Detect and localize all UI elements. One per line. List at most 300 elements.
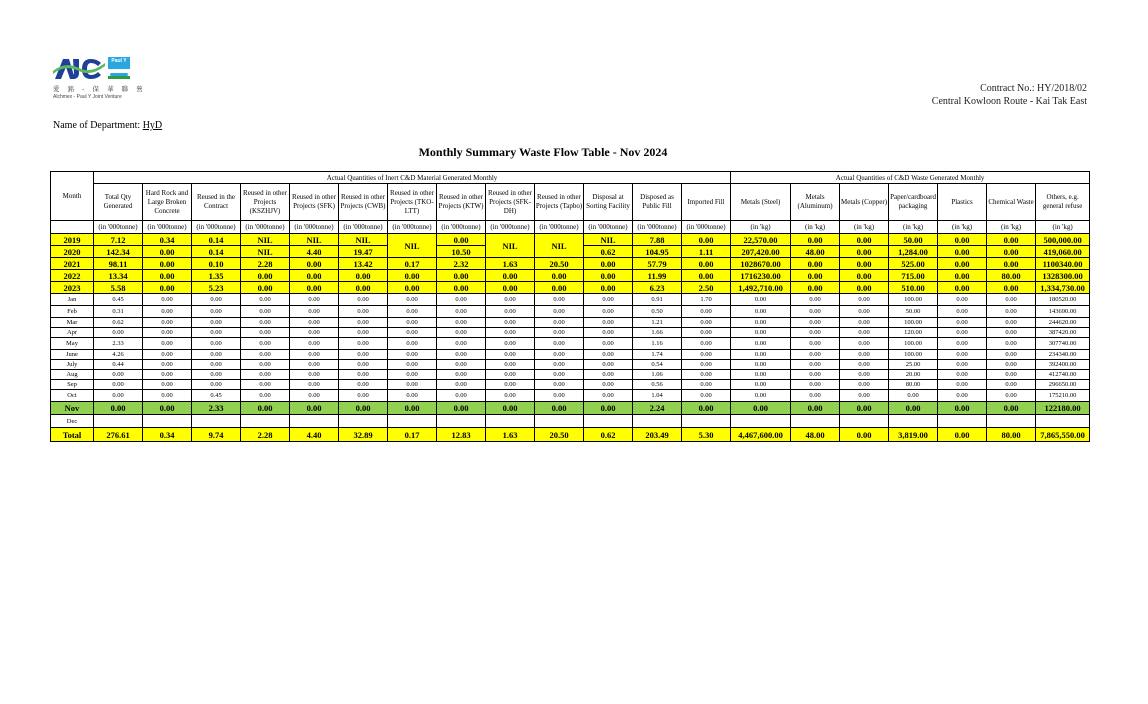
month-row-mar xyxy=(51,318,1090,328)
cell-value: 0.00 xyxy=(143,390,192,402)
cell-value: 0.00 xyxy=(339,338,388,350)
cell-value: 0.14 xyxy=(192,246,241,258)
year-row-2021 xyxy=(51,258,1090,270)
cell-value: 0.00 xyxy=(791,370,840,380)
row-label: Mar xyxy=(51,318,94,328)
cell-value: 0.00 xyxy=(535,282,584,294)
column-header: Reused in other Projects (KSZHJV) xyxy=(241,184,290,221)
cell-value: 5.23 xyxy=(192,282,241,294)
unit-label: (in 'kg) xyxy=(987,221,1036,234)
cell-value: 32.89 xyxy=(339,428,388,442)
cell-value: 0.00 xyxy=(987,246,1036,258)
cell-value: 0.00 xyxy=(486,318,535,328)
cell-value: 1328300.00 xyxy=(1036,270,1090,282)
cell-value xyxy=(938,415,987,428)
cell-value: 0.00 xyxy=(840,360,889,370)
cell-value: 0.00 xyxy=(791,338,840,350)
row-label: Oct xyxy=(51,390,94,402)
unit-label: (in '000tonne) xyxy=(633,221,682,234)
cell-value: 0.00 xyxy=(94,380,143,390)
cell-value: 0.00 xyxy=(486,338,535,350)
cell-value: 5.30 xyxy=(682,428,731,442)
cell-value: 0.00 xyxy=(938,234,987,246)
cell-value: 1100340.00 xyxy=(1036,258,1090,270)
cell-value: 143690.00 xyxy=(1036,306,1090,318)
cell-value: 0.00 xyxy=(388,390,437,402)
cell-value: 0.00 xyxy=(731,306,791,318)
cell-value: 0.00 xyxy=(388,338,437,350)
cell-value: 0.00 xyxy=(486,282,535,294)
unit-row xyxy=(51,221,1090,234)
cell-value: 0.00 xyxy=(791,380,840,390)
unit-label: (in 'kg) xyxy=(889,221,938,234)
cell-value: 0.00 xyxy=(388,360,437,370)
cell-value: 0.00 xyxy=(987,350,1036,360)
contract-number: Contract No.: HY/2018/02 xyxy=(980,83,1087,94)
cell-value: 0.00 xyxy=(840,318,889,328)
cell-value: 0.00 xyxy=(987,294,1036,306)
cell-value: 0.00 xyxy=(889,402,938,415)
cell-value: 0.00 xyxy=(437,306,486,318)
column-header: Chemical Waste xyxy=(987,184,1036,221)
cell-value: 1.63 xyxy=(486,428,535,442)
cell-value: 0.00 xyxy=(791,258,840,270)
cell-value: 0.00 xyxy=(290,306,339,318)
cell-value xyxy=(192,415,241,428)
cell-value xyxy=(987,415,1036,428)
cell-value: 0.00 xyxy=(682,380,731,390)
cell-value: 0.00 xyxy=(791,390,840,402)
cell-value: 13.42 xyxy=(339,258,388,270)
cell-value: 0.00 xyxy=(535,350,584,360)
cell-value: 0.00 xyxy=(290,370,339,380)
cell-value: 0.00 xyxy=(584,282,633,294)
cell-value: 1.06 xyxy=(633,370,682,380)
cell-value: 0.00 xyxy=(987,360,1036,370)
year-row-2023 xyxy=(51,282,1090,294)
row-label: Aug xyxy=(51,370,94,380)
cell-value: 0.00 xyxy=(290,360,339,370)
month-row-sep xyxy=(51,380,1090,390)
cell-value: 0.00 xyxy=(535,338,584,350)
cell-value: 0.00 xyxy=(437,338,486,350)
cell-value: 0.00 xyxy=(584,270,633,282)
cell-value: 0.00 xyxy=(938,402,987,415)
cell-value: 1.74 xyxy=(633,350,682,360)
unit-label: (in 'kg) xyxy=(791,221,840,234)
cell-value: 0.00 xyxy=(535,294,584,306)
cell-value: 0.00 xyxy=(290,350,339,360)
cell-value: 0.00 xyxy=(241,370,290,380)
cell-value: 0.00 xyxy=(938,350,987,360)
cell-value xyxy=(633,415,682,428)
column-header: Imported Fill xyxy=(682,184,731,221)
logo-chinese-name: 愛 銘 - 保 華 聯 營 xyxy=(53,85,146,93)
cell-value: 0.00 xyxy=(143,270,192,282)
cell-value: 0.00 xyxy=(486,390,535,402)
row-label: May xyxy=(51,338,94,350)
cell-value: 0.00 xyxy=(192,370,241,380)
cell-value: 0.00 xyxy=(791,360,840,370)
cell-value: 0.00 xyxy=(339,294,388,306)
cell-value: 0.31 xyxy=(94,306,143,318)
cell-value: 0.00 xyxy=(290,258,339,270)
cell-value: 57.79 xyxy=(633,258,682,270)
cell-value: 0.00 xyxy=(584,294,633,306)
cell-value: 0.00 xyxy=(938,246,987,258)
cell-value: 0.00 xyxy=(339,350,388,360)
cell-value: 0.00 xyxy=(339,306,388,318)
cell-value: 0.00 xyxy=(339,402,388,415)
row-label: 2022 xyxy=(51,270,94,282)
cell-value: 0.00 xyxy=(437,360,486,370)
cell-value: 296650.00 xyxy=(1036,380,1090,390)
cell-value: 0.00 xyxy=(486,402,535,415)
cell-value: 0.00 xyxy=(94,328,143,338)
unit-label: (in '000tonne) xyxy=(143,221,192,234)
cell-value: 80.00 xyxy=(889,380,938,390)
cell-value: 0.54 xyxy=(633,360,682,370)
cell-value: 9.74 xyxy=(192,428,241,442)
cell-value: 0.00 xyxy=(840,282,889,294)
cell-value: 0.00 xyxy=(938,380,987,390)
unit-label: (in 'kg) xyxy=(840,221,889,234)
cell-value: 0.00 xyxy=(437,270,486,282)
cell-value: 0.00 xyxy=(791,350,840,360)
cell-value: 80.00 xyxy=(987,270,1036,282)
total-row xyxy=(51,428,1090,442)
unit-label: (in '000tonne) xyxy=(339,221,388,234)
department-line xyxy=(53,120,162,131)
cell-value: 0.00 xyxy=(143,306,192,318)
cell-value: 1,334,730.00 xyxy=(1036,282,1090,294)
cell-value: 0.00 xyxy=(437,402,486,415)
cell-value: 12.83 xyxy=(437,428,486,442)
cell-value: 175210.00 xyxy=(1036,390,1090,402)
cell-value: 0.00 xyxy=(388,294,437,306)
cell-value: 0.00 xyxy=(938,282,987,294)
cell-value: 0.00 xyxy=(143,318,192,328)
cell-value: 0.00 xyxy=(241,380,290,390)
cell-value: 122180.00 xyxy=(1036,402,1090,415)
cell-value: 0.14 xyxy=(192,234,241,246)
cell-value: 0.00 xyxy=(584,338,633,350)
merged-nil-cell: NIL xyxy=(486,234,535,258)
cell-value: 0.00 xyxy=(192,328,241,338)
waste-flow-table xyxy=(50,171,1090,442)
cell-value: 7,865,550.00 xyxy=(1036,428,1090,442)
cell-value: 1,284.00 xyxy=(889,246,938,258)
cell-value: 0.00 xyxy=(143,338,192,350)
cell-value: 11.99 xyxy=(633,270,682,282)
year-row-2022 xyxy=(51,270,1090,282)
cell-value: 0.00 xyxy=(938,294,987,306)
cell-value: 0.00 xyxy=(143,258,192,270)
cell-value: 0.00 xyxy=(241,390,290,402)
row-label: 2021 xyxy=(51,258,94,270)
cell-value: 1.35 xyxy=(192,270,241,282)
unit-label: (in 'kg) xyxy=(1036,221,1090,234)
cell-value: 0.00 xyxy=(535,402,584,415)
paul-y-logo-icon: Paul Y xyxy=(108,57,130,79)
cell-value: 0.00 xyxy=(486,380,535,390)
ajc-logo-icon xyxy=(53,55,105,81)
group-header-row xyxy=(51,172,1090,184)
cell-value: 7.12 xyxy=(94,234,143,246)
cell-value: 142.34 xyxy=(94,246,143,258)
cell-value: 0.00 xyxy=(486,370,535,380)
column-header: Reused in other Projects (SFK) xyxy=(290,184,339,221)
company-logo xyxy=(53,55,146,103)
row-label: 2023 xyxy=(51,282,94,294)
cell-value: 0.00 xyxy=(339,270,388,282)
cell-value: 10.50 xyxy=(437,246,486,258)
cell-value: 0.00 xyxy=(486,270,535,282)
cell-value: 0.00 xyxy=(241,294,290,306)
column-header: Reused in other Projects (Tapbo) xyxy=(535,184,584,221)
cell-value: 0.00 xyxy=(437,380,486,390)
row-label: Jan xyxy=(51,294,94,306)
row-label: July xyxy=(51,360,94,370)
column-header: Plastics xyxy=(938,184,987,221)
cell-value: 0.00 xyxy=(840,234,889,246)
cell-value xyxy=(486,415,535,428)
cell-value: 3,819.00 xyxy=(889,428,938,442)
cell-value xyxy=(889,415,938,428)
cell-value: 0.00 xyxy=(241,328,290,338)
cell-value: 0.00 xyxy=(388,282,437,294)
cell-value: 244620.00 xyxy=(1036,318,1090,328)
month-row-july xyxy=(51,360,1090,370)
cell-value: 0.00 xyxy=(192,318,241,328)
cell-value: 120.00 xyxy=(889,328,938,338)
cell-value: 0.00 xyxy=(486,350,535,360)
month-row-dec xyxy=(51,415,1090,428)
unit-label: (in 'kg) xyxy=(938,221,987,234)
cell-value: 0.00 xyxy=(143,328,192,338)
cell-value: 1.11 xyxy=(682,246,731,258)
year-row-2019 xyxy=(51,234,1090,246)
cell-value: NIL xyxy=(339,234,388,246)
cell-value: 0.00 xyxy=(682,318,731,328)
cell-value: 100.00 xyxy=(889,350,938,360)
cell-value: 0.00 xyxy=(938,306,987,318)
cell-value: 0.00 xyxy=(535,370,584,380)
cd-waste-group-header: Actual Quantities of C&D Waste Generated Monthly xyxy=(731,172,1090,184)
unit-label: (in '000tonne) xyxy=(241,221,290,234)
cell-value xyxy=(731,415,791,428)
contract-info xyxy=(932,82,1087,108)
cell-value: 0.00 xyxy=(682,328,731,338)
cell-value: 0.00 xyxy=(840,246,889,258)
cell-value: 4.26 xyxy=(94,350,143,360)
cell-value xyxy=(388,415,437,428)
cell-value: 0.10 xyxy=(192,258,241,270)
cell-value: 0.62 xyxy=(584,246,633,258)
cell-value: 0.00 xyxy=(290,270,339,282)
cell-value: 4.40 xyxy=(290,428,339,442)
cell-value: 0.00 xyxy=(339,390,388,402)
unit-label: (in 'kg) xyxy=(731,221,791,234)
cell-value: 1028670.00 xyxy=(731,258,791,270)
cell-value: 0.00 xyxy=(682,390,731,402)
cell-value: 20.00 xyxy=(889,370,938,380)
cell-value: 0.00 xyxy=(938,390,987,402)
cell-value: 1,492,710.00 xyxy=(731,282,791,294)
cell-value: 0.00 xyxy=(535,380,584,390)
cell-value: 0.00 xyxy=(682,370,731,380)
cell-value: 0.00 xyxy=(584,402,633,415)
column-header: Reused in other Projects (CWB) xyxy=(339,184,388,221)
cell-value: 0.00 xyxy=(290,282,339,294)
cell-value xyxy=(94,415,143,428)
cell-value: 0.00 xyxy=(731,328,791,338)
cell-value: 0.00 xyxy=(290,318,339,328)
cell-value: 0.00 xyxy=(388,370,437,380)
month-row-feb xyxy=(51,306,1090,318)
cell-value: 0.17 xyxy=(388,258,437,270)
cell-value: 0.00 xyxy=(584,390,633,402)
cell-value: 0.00 xyxy=(290,328,339,338)
cell-value: 4.40 xyxy=(290,246,339,258)
month-row-aug xyxy=(51,370,1090,380)
department-label: Name of Department: xyxy=(53,120,143,131)
cell-value: 50.00 xyxy=(889,234,938,246)
cell-value: 500,000.00 xyxy=(1036,234,1090,246)
cell-value xyxy=(290,415,339,428)
cell-value: 0.00 xyxy=(339,360,388,370)
cell-value: 7.88 xyxy=(633,234,682,246)
cell-value: 0.00 xyxy=(938,270,987,282)
row-label: Total xyxy=(51,428,94,442)
cell-value: 0.00 xyxy=(437,234,486,246)
cell-value: 0.00 xyxy=(682,338,731,350)
cell-value: 207,420.00 xyxy=(731,246,791,258)
cell-value: 0.00 xyxy=(437,328,486,338)
cell-value: 0.00 xyxy=(290,338,339,350)
cell-value: 2.28 xyxy=(241,258,290,270)
cell-value: 510.00 xyxy=(889,282,938,294)
cell-value xyxy=(682,415,731,428)
cell-value: 0.00 xyxy=(388,328,437,338)
unit-label: (in '000tonne) xyxy=(94,221,143,234)
row-label: Dec xyxy=(51,415,94,428)
cell-value: 20.50 xyxy=(535,428,584,442)
row-label: 2020 xyxy=(51,246,94,258)
cell-value: 0.00 xyxy=(143,246,192,258)
cell-value: 0.00 xyxy=(388,318,437,328)
cell-value: 0.00 xyxy=(731,402,791,415)
cell-value: 0.00 xyxy=(290,294,339,306)
cell-value: 0.00 xyxy=(584,360,633,370)
cell-value: 4,467,600.00 xyxy=(731,428,791,442)
cell-value: 22,570.00 xyxy=(731,234,791,246)
cell-value: 0.50 xyxy=(633,306,682,318)
cell-value: 0.00 xyxy=(192,306,241,318)
cell-value: 0.00 xyxy=(938,370,987,380)
cell-value: 19.47 xyxy=(339,246,388,258)
page-title: Monthly Summary Waste Flow Table - Nov 2024 xyxy=(418,145,668,159)
cell-value: 0.00 xyxy=(192,338,241,350)
cell-value: 0.00 xyxy=(94,402,143,415)
cell-value: 0.00 xyxy=(143,380,192,390)
cell-value: 0.00 xyxy=(535,318,584,328)
cell-value: 0.00 xyxy=(731,318,791,328)
cell-value: 0.00 xyxy=(535,306,584,318)
cell-value: 25.00 xyxy=(889,360,938,370)
cell-value: 100.00 xyxy=(889,318,938,328)
unit-label: (in '000tonne) xyxy=(290,221,339,234)
cell-value: 0.00 xyxy=(437,370,486,380)
cell-value: 0.00 xyxy=(143,360,192,370)
column-header: Disposed as Public Fill xyxy=(633,184,682,221)
cell-value: 1.04 xyxy=(633,390,682,402)
month-row-jan xyxy=(51,294,1090,306)
cell-value xyxy=(339,415,388,428)
cell-value: 0.00 xyxy=(339,318,388,328)
cell-value: 0.00 xyxy=(241,270,290,282)
cell-value: 0.00 xyxy=(840,338,889,350)
cell-value: 0.00 xyxy=(486,328,535,338)
cell-value: 0.00 xyxy=(840,402,889,415)
cell-value: 0.00 xyxy=(437,294,486,306)
cell-value: 0.45 xyxy=(192,390,241,402)
cell-value: 0.00 xyxy=(535,360,584,370)
cell-value: 1.21 xyxy=(633,318,682,328)
cell-value: 0.00 xyxy=(486,294,535,306)
cell-value: 0.00 xyxy=(192,360,241,370)
cell-value: NIL xyxy=(241,246,290,258)
column-header: Metals (Copper) xyxy=(840,184,889,221)
cell-value: 0.00 xyxy=(584,258,633,270)
cell-value: NIL xyxy=(584,234,633,246)
cell-value: 0.00 xyxy=(731,370,791,380)
cell-value: 0.00 xyxy=(94,370,143,380)
cell-value: 2.24 xyxy=(633,402,682,415)
cell-value: 0.00 xyxy=(143,402,192,415)
cell-value: 180520.00 xyxy=(1036,294,1090,306)
cell-value: 0.00 xyxy=(840,328,889,338)
cell-value: 0.00 xyxy=(682,350,731,360)
cell-value: 0.00 xyxy=(938,318,987,328)
cell-value: 0.00 xyxy=(388,306,437,318)
cell-value: 0.00 xyxy=(584,380,633,390)
column-header-row xyxy=(51,184,1090,221)
column-header: Reused in other Projects (KTW) xyxy=(437,184,486,221)
cell-value xyxy=(143,415,192,428)
cell-value: 0.34 xyxy=(143,428,192,442)
cell-value: 0.56 xyxy=(633,380,682,390)
cell-value: 0.00 xyxy=(731,294,791,306)
cell-value: 0.00 xyxy=(987,390,1036,402)
cell-value: 0.00 xyxy=(889,390,938,402)
unit-label: (in '000tonne) xyxy=(192,221,241,234)
cell-value: 0.00 xyxy=(938,428,987,442)
cell-value: 0.00 xyxy=(241,360,290,370)
cell-value xyxy=(791,415,840,428)
cell-value: 0.00 xyxy=(840,380,889,390)
cell-value: 0.00 xyxy=(791,318,840,328)
cell-value: 0.00 xyxy=(241,318,290,328)
cell-value: 0.91 xyxy=(633,294,682,306)
row-label: 2019 xyxy=(51,234,94,246)
cell-value: 419,060.00 xyxy=(1036,246,1090,258)
cell-value: 0.00 xyxy=(791,234,840,246)
cell-value: 307740.00 xyxy=(1036,338,1090,350)
cell-value: 0.00 xyxy=(987,380,1036,390)
cell-value: 0.62 xyxy=(94,318,143,328)
column-header: Hard Rock and Large Broken Concrete xyxy=(143,184,192,221)
